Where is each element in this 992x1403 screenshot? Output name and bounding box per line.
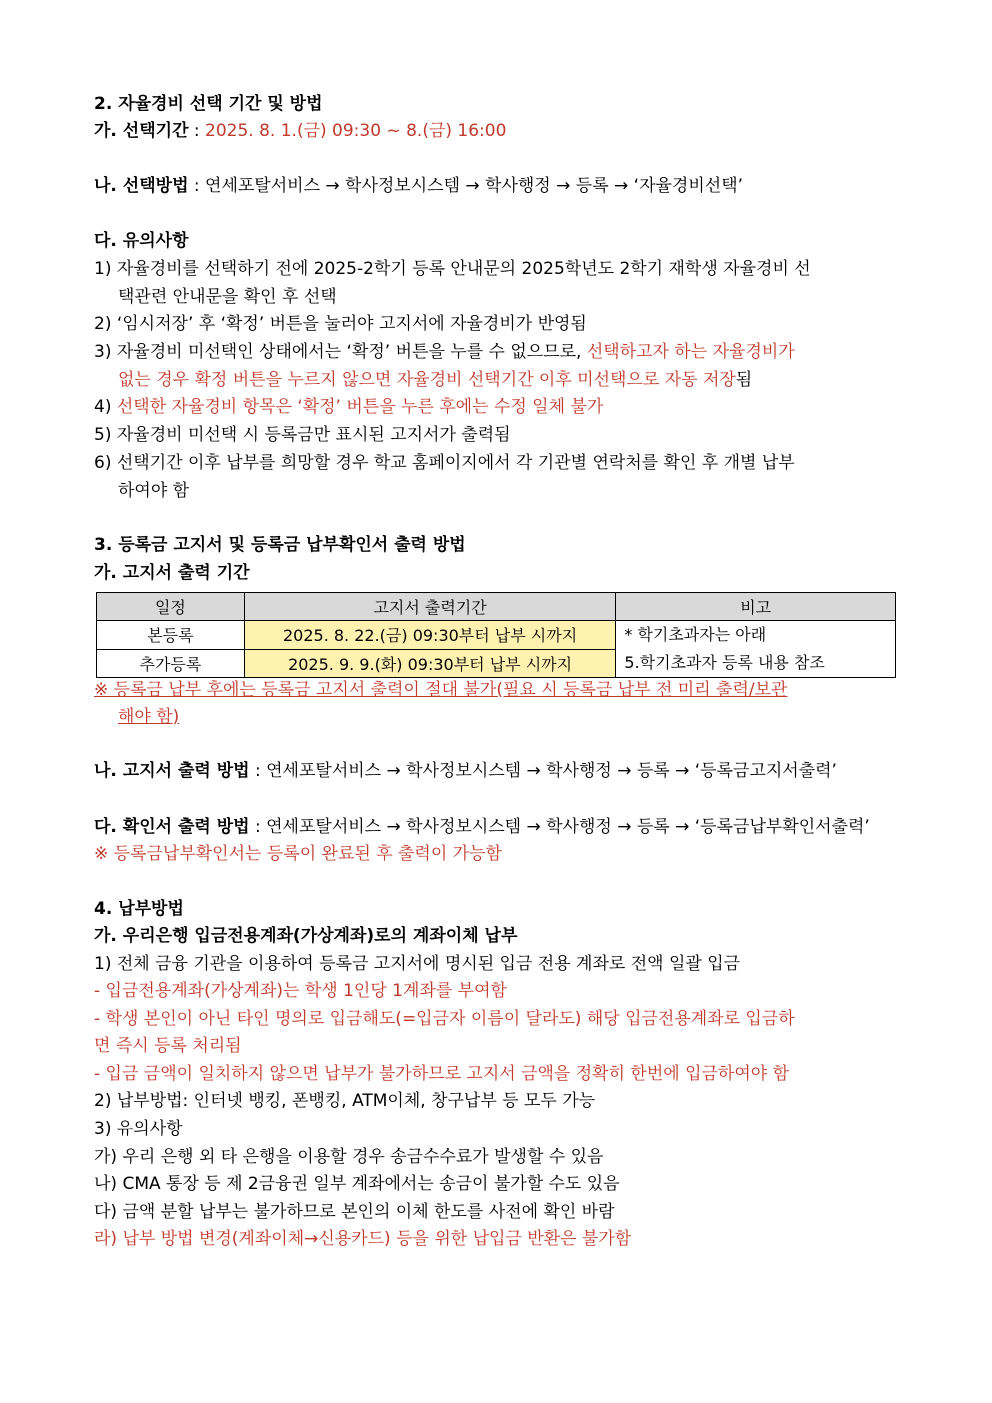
- invoice-warning-line-1: ※ 등록금 납부 후에는 등록금 고지서 출력이 절대 불가(필요 시 등록금 납부 전 미리 출력/보관: [94, 680, 788, 700]
- row-schedule: 추가등록: [97, 649, 245, 678]
- note-3-highlight: 선택하고자 하는 자율경비가: [586, 342, 795, 362]
- payment-point-2: 2) 납부방법: 인터넷 뱅킹, 폰뱅킹, ATM이체, 창구납부 등 모두 가능: [94, 1091, 596, 1111]
- payment-note-1: 가) 우리 은행 외 타 은행을 이용할 경우 송금수수료가 발생할 수 있음: [94, 1147, 604, 1167]
- section-4-title: 4. 납부방법: [94, 899, 184, 919]
- table-row: [97, 621, 896, 650]
- selection-period-value: 2025. 8. 1.(금) 09:30 ~ 8.(금) 16:00: [205, 121, 507, 141]
- note-3-text: 3) 자율경비 미선택인 상태에서는 ‘확정’ 버튼을 누를 수 없으므로,: [94, 342, 587, 362]
- invoice-schedule-table: [96, 592, 896, 678]
- payment-note-4: 라) 납부 방법 변경(계좌이체→신용카드) 등을 위한 납입금 반환은 불가함: [94, 1229, 632, 1249]
- payment-detail-1: - 입금전용계좌(가상계좌)는 학생 1인당 1계좌를 부여함: [94, 981, 507, 1001]
- certificate-method-line: [94, 816, 870, 838]
- section-3-title: 3. 등록금 고지서 및 등록금 납부확인서 출력 방법: [94, 535, 466, 555]
- invoice-method-line: [94, 760, 837, 782]
- certificate-note: ※ 등록금납부확인서는 등록이 완료된 후 출력이 가능함: [94, 844, 502, 864]
- payment-point-1: 1) 전체 금융 기관을 이용하여 등록금 고지서에 명시된 입금 전용 계좌로 전액 일괄 입금: [94, 954, 741, 974]
- selection-method-value: : 연세포탈서비스 → 학사정보시스템 → 학사행정 → 등록 → ‘자율경비선택’: [188, 176, 744, 196]
- payment-detail-2-line-2: 면 즉시 등록 처리됨: [94, 1036, 242, 1056]
- row-note: [616, 621, 896, 678]
- certificate-method-label: 다. 확인서 출력 방법: [94, 817, 250, 837]
- payment-note-2: 나) CMA 통장 등 제 2금융권 일부 계좌에서는 송금이 불가할 수도 있음: [94, 1174, 620, 1194]
- header-schedule: 일정: [97, 593, 245, 621]
- payment-point-3: 3) 유의사항: [94, 1119, 183, 1139]
- selection-method-line: [94, 175, 743, 197]
- row-period: 2025. 8. 22.(금) 09:30부터 납부 시까지: [244, 621, 616, 650]
- note-3-highlight-cont: 없는 경우 확정 버튼을 누르지 않으면 자율경비 선택기간 이후 미선택으로 자동 저장: [118, 370, 736, 390]
- row-period: 2025. 9. 9.(화) 09:30부터 납부 시까지: [244, 649, 616, 678]
- invoice-warning-line-2: 해야 함): [118, 707, 180, 727]
- payment-note-3: 다) 금액 분할 납부는 불가하므로 본인의 이체 한도를 사전에 확인 바람: [94, 1202, 615, 1222]
- note-4: [94, 396, 603, 418]
- note-1-line-1: 1) 자율경비를 선택하기 전에 2025-2학기 등록 안내문의 2025학년도 2학기 재학생 자율경비 선: [94, 259, 811, 279]
- note-6-line-2: 하여야 함: [118, 481, 190, 501]
- section-2-title: 2. 자율경비 선택 기간 및 방법: [94, 94, 323, 114]
- header-note: 비고: [616, 593, 896, 621]
- header-period: 고지서 출력기간: [244, 593, 616, 621]
- note-1-line-2: 택관련 안내문을 확인 후 선택: [118, 287, 337, 307]
- note-3-line-2: [118, 369, 752, 391]
- payment-detail-2-line-1: - 학생 본인이 아닌 타인 명의로 입금해도(=입금자 이름이 달라도) 해당 입금전용계좌로 입금하: [94, 1009, 795, 1029]
- invoice-period-title: 가. 고지서 출력 기간: [94, 563, 250, 583]
- note-6-line-1: 6) 선택기간 이후 납부를 희망할 경우 학교 홈페이지에서 각 기관별 연락처를 확인 후 개별 납부: [94, 453, 795, 473]
- row-schedule: 본등록: [97, 621, 245, 650]
- notes-title: 다. 유의사항: [94, 231, 189, 251]
- note-line-2: 5.학기초과자 등록 내용 참조: [624, 653, 825, 672]
- note-line-1: * 학기초과자는 아래: [624, 625, 767, 644]
- note-5: 5) 자율경비 미선택 시 등록금만 표시된 고지서가 출력됨: [94, 425, 511, 445]
- invoice-method-label: 나. 고지서 출력 방법: [94, 761, 250, 781]
- selection-period-line: [94, 120, 506, 142]
- selection-method-label: 나. 선택방법: [94, 176, 189, 196]
- note-4-num: 4): [94, 397, 117, 417]
- note-3-end: 됨: [735, 370, 753, 390]
- selection-period-label: 가. 선택기간: [94, 121, 189, 141]
- invoice-method-value: : 연세포탈서비스 → 학사정보시스템 → 학사행정 → 등록 → ‘등록금고지서출력’: [249, 761, 837, 781]
- note-2: 2) ‘임시저장’ 후 ‘확정’ 버튼을 눌러야 고지서에 자율경비가 반영됨: [94, 314, 587, 334]
- selection-period-sep: :: [188, 121, 206, 141]
- payment-account-title: 가. 우리은행 입금전용계좌(가상계좌)로의 계좌이체 납부: [94, 926, 518, 946]
- certificate-method-value: : 연세포탈서비스 → 학사정보시스템 → 학사행정 → 등록 → ‘등록금납부확인서출력’: [249, 817, 870, 837]
- note-3-line-1: [94, 341, 795, 363]
- payment-detail-3: - 입금 금액이 일치하지 않으면 납부가 불가하므로 고지서 금액을 정확히 한번에 입금하여야 함: [94, 1064, 790, 1084]
- table-header-row: [97, 593, 896, 621]
- note-4-text: 선택한 자율경비 항목은 ‘확정’ 버튼을 누른 후에는 수정 일체 불가: [116, 397, 604, 417]
